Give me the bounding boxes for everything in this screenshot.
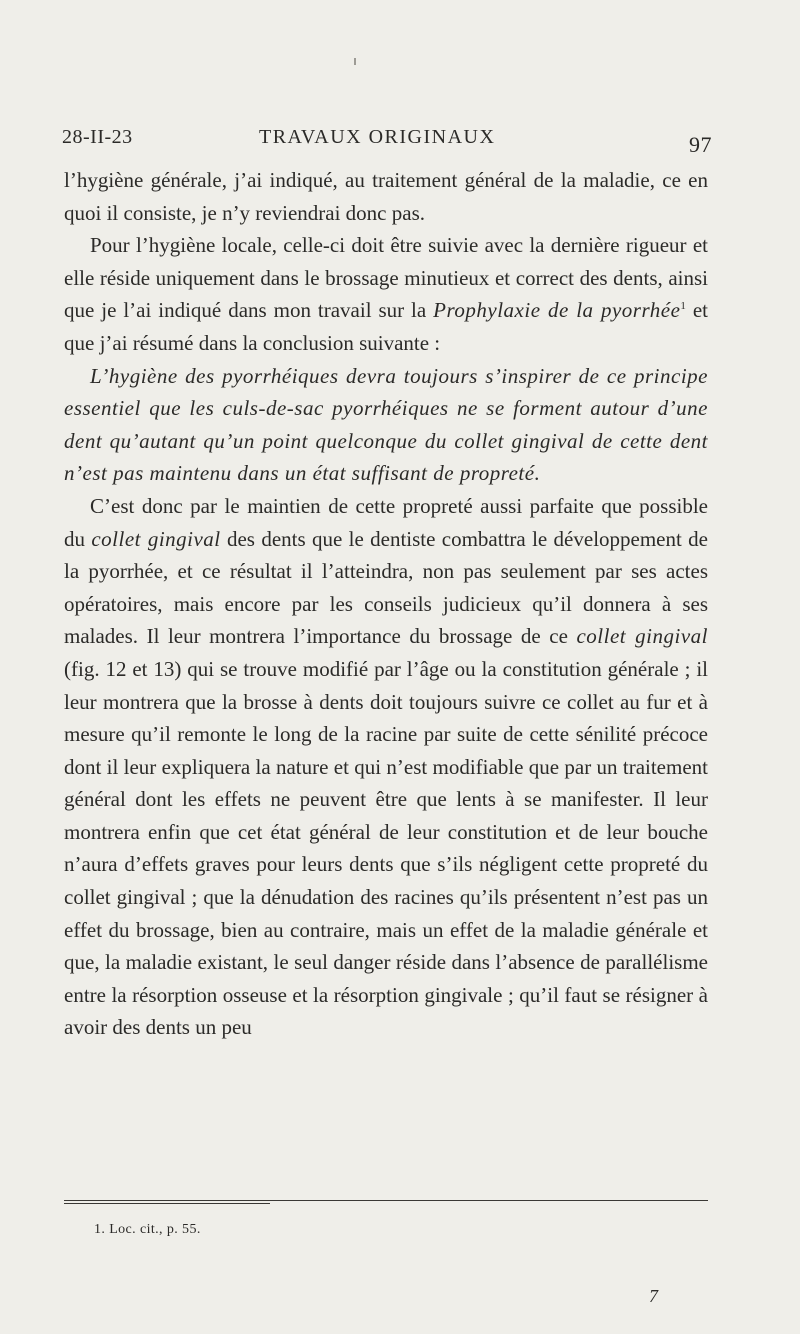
running-header bbox=[62, 124, 712, 158]
paragraph-2 bbox=[64, 229, 708, 359]
footnote-rule bbox=[64, 1200, 708, 1201]
italic-title-prophylaxie: Prophylaxie de la pyorrhée bbox=[433, 298, 681, 323]
paragraph-2-text-b: et que j’ai résumé dans la conclusion suivante : bbox=[64, 298, 708, 355]
footnote-marker: 1 bbox=[680, 300, 686, 313]
paragraph-1: l’hygiène générale, j’ai indiqué, au traitement général de la maladie, ce en quoi il consiste, je n’y reviendrai donc pas. bbox=[64, 168, 708, 225]
footnote: 1. Loc. cit., p. 55. bbox=[94, 1222, 201, 1237]
paragraph-2-text-a: Pour l’hygiène locale, celle-ci doit être suivie avec la dernière rigueur et elle réside uniquement dans le brossage minutieux et correct des dents, ainsi que je l’ai indiqué dans mon travail sur la bbox=[64, 233, 708, 323]
signature-mark: 7 bbox=[649, 1286, 658, 1306]
italic-collet-gingival-1: collet gingival bbox=[91, 526, 221, 551]
paragraph-4-text-a: C’est donc par le maintien de cette propreté aussi parfaite que possible du bbox=[64, 493, 708, 551]
body-text bbox=[64, 164, 708, 1044]
italic-collet-gingival-2: collet gingival bbox=[576, 624, 708, 649]
paragraph-4-text-c: (fig. 12 et 13) qui se trouve modifié par l’âge ou la constitution générale ; il leur montrera que la brosse à dents doit toujours suivre ce collet au fur et à mesure qu’il remonte le long de la racine par suite de cette sénilité précoce dont il leur expliquera la nature et qui n’est modifiable que par un traitement général dont les effets ne peuvent être que lents à se manifester. Il leur montrera enfin que cet état général de leur constitution et de leur bouche n’aura d’effets graves pour leurs dents que s’ils négligent cette propreté du collet gingival ; que la dénudation des racines qu’ils présentent n’est pas un effet du brossage, bien au contraire, mais un effet de la maladie générale et que, la maladie existant, le seul danger réside dans l’absence de parallélisme entre la résorption osseuse et la résorption gingivale ; qu’il faut se résigner à avoir des dents un peu bbox=[64, 656, 708, 1040]
italic-quote: L’hygiène des pyorrhéiques devra toujours s’inspirer de ce principe essentiel que les culs-de-sac pyorrhéiques ne se forment autour d’une dent qu’autant qu’un point quelconque du collet gingival de cette dent n’est pas maintenu dans un état suffisant de propreté. bbox=[64, 363, 708, 486]
paper-speck bbox=[354, 58, 356, 65]
running-title: TRAVAUX ORIGINAUX bbox=[259, 126, 496, 148]
paragraph-4-text-b: des dents que le dentiste combattra le développement de la pyorrhée, et ce résultat il l’atteindra, non pas seulement par ses actes opératoires, mais encore par les conseils judicieux qu’il donnera à ses malades. Il leur montrera l’importance du brossage de ce bbox=[64, 526, 708, 649]
footnote-rule-short bbox=[64, 1203, 270, 1204]
header-date: 28-II-23 bbox=[62, 126, 133, 148]
paragraph-4 bbox=[64, 490, 708, 1044]
page-number: 97 bbox=[689, 132, 712, 157]
paragraph-3-quote bbox=[64, 360, 708, 490]
